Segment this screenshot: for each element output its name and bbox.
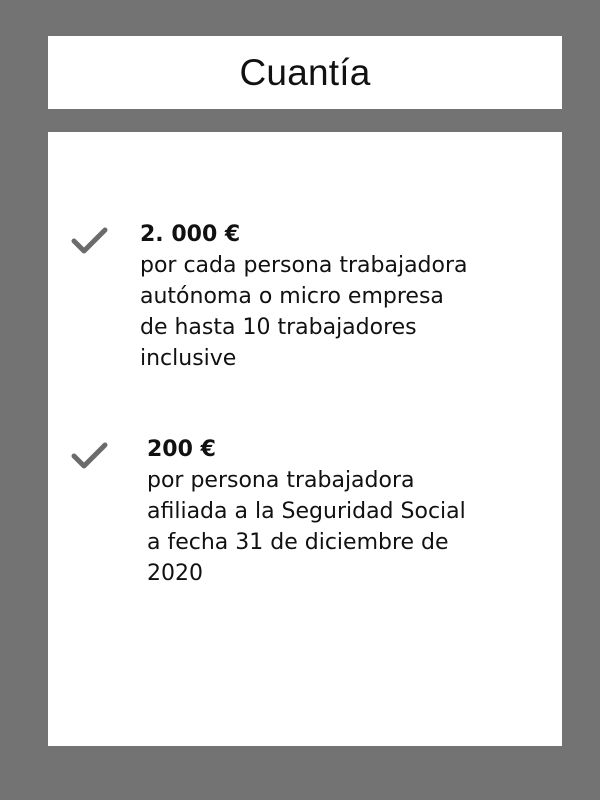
amount-label: 2. 000 € [140,222,241,247]
amount-description: por persona trabajadora afiliada a la Seguridad Social a fecha 31 de diciembre de 2020 [147,468,466,586]
amount-label: 200 € [147,437,216,462]
item-text [140,220,530,374]
page-title: Cuantía [239,52,371,93]
amount-description: por cada persona trabajadora autónoma o micro empresa de hasta 10 trabajadores inclusive [140,253,468,371]
item-text [147,435,537,589]
content-card [48,132,562,746]
checkmark-icon [70,440,110,472]
checkmark-icon [70,225,110,257]
title-card [48,36,562,109]
